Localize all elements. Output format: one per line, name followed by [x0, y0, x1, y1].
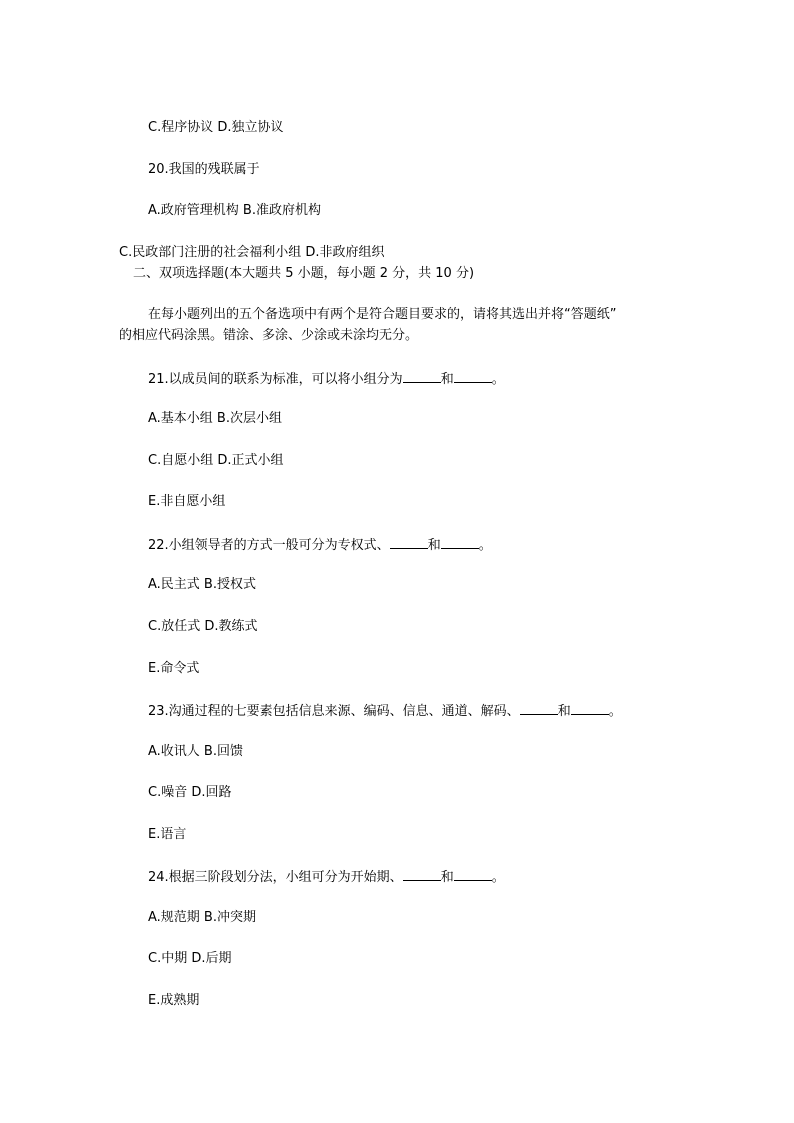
q22-options-cd: C.放任式 D.教练式 [148, 619, 258, 634]
q23-options-ab: A.收讯人 B.回馈 [148, 744, 243, 759]
q22-stem-text: 22.小组领导者的方式一般可分为专权式、 [148, 538, 390, 553]
q22-end: 。 [478, 538, 492, 553]
q23-and: 和 [557, 704, 571, 719]
q24-stem [148, 868, 505, 886]
q21-and: 和 [440, 372, 454, 387]
q23-end: 。 [608, 704, 622, 719]
q23-stem-text: 23.沟通过程的七要素包括信息来源、编码、信息、通道、解码、 [148, 704, 520, 719]
q23-stem [148, 702, 622, 720]
q22-stem [148, 536, 492, 554]
section-instructions-line1: 在每小题列出的五个备选项中有两个是符合题目要求的，请将其选出并将“答题纸” [148, 307, 617, 322]
q22-options-ab: A.民主式 B.授权式 [148, 577, 256, 592]
q21-stem-text: 21.以成员间的联系为标准，可以将小组分为 [148, 372, 403, 387]
q24-options-cd: C.中期 D.后期 [148, 951, 232, 966]
answer-blank [571, 702, 609, 715]
q24-option-e: E.成熟期 [148, 993, 200, 1008]
answer-blank [454, 868, 492, 881]
q21-stem [148, 370, 505, 388]
q21-end: 。 [491, 372, 505, 387]
q21-options-ab: A.基本小组 B.次层小组 [148, 411, 282, 426]
q23-options-cd: C.噪音 D.回路 [148, 785, 232, 800]
q21-options-cd: C.自愿小组 D.正式小组 [148, 453, 284, 468]
q21-option-e: E.非自愿小组 [148, 494, 226, 509]
answer-blank [520, 702, 558, 715]
answer-blank [403, 868, 441, 881]
q24-end: 。 [491, 870, 505, 885]
answer-blank [403, 370, 441, 383]
q20-stem: 20.我国的残联属于 [148, 162, 260, 177]
q23-option-e: E.语言 [148, 827, 187, 842]
answer-blank [441, 536, 479, 549]
q22-and: 和 [427, 538, 441, 553]
section-heading-double-choice: 二、双项选择题(本大题共 5 小题，每小题 2 分，共 10 分) [133, 266, 475, 281]
answer-blank [454, 370, 492, 383]
section-instructions-line2: 的相应代码涂黑。错涂、多涂、少涂或未涂均无分。 [119, 328, 419, 343]
q20-options-ab: A.政府管理机构 B.准政府机构 [148, 203, 321, 218]
q19-options-cd: C.程序协议 D.独立协议 [148, 120, 284, 135]
q24-and: 和 [440, 870, 454, 885]
q20-options-cd: C.民政部门注册的社会福利小组 D.非政府组织 [119, 245, 385, 260]
q22-option-e: E.命令式 [148, 661, 200, 676]
q24-stem-text: 24.根据三阶段划分法，小组可分为开始期、 [148, 870, 403, 885]
answer-blank [390, 536, 428, 549]
q24-options-ab: A.规范期 B.冲突期 [148, 910, 256, 925]
